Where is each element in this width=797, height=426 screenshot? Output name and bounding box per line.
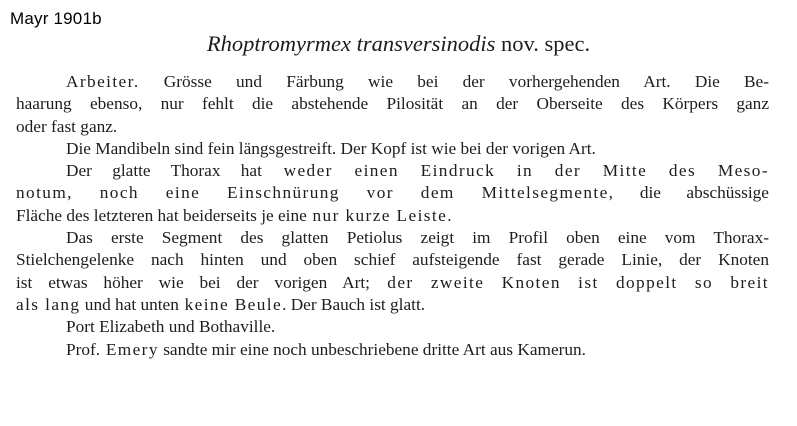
text-line: Die Mandibeln sind fein längsgestreift. Der Kopf ist wie bei der vorigen Art. bbox=[66, 138, 596, 158]
text-line: Der glatte Thorax hat weder einen Eindruck in der Mitte des Meso- bbox=[66, 161, 769, 181]
source-label: Mayr 1901b bbox=[10, 9, 102, 28]
text-line: haarung ebenso, nur fehlt die abstehende Pilosität an der Oberseite des Körpers ganz bbox=[16, 94, 769, 114]
text-line: ist etwas höher wie bei der vorigen Art; der zweite Knoten ist doppelt so breit bbox=[16, 272, 769, 292]
text-line: notum, noch eine Einschnürung vor dem Mittelsegmente, die abschüssige bbox=[16, 183, 769, 203]
text-line: Prof. Emery sandte mir eine noch unbeschriebene dritte Art aus Kamerun. bbox=[66, 339, 586, 359]
species-title bbox=[0, 31, 797, 57]
taxon-name: Rhoptromyrmex transversinodis bbox=[206, 31, 496, 56]
text-line: Port Elizabeth und Bothaville. bbox=[66, 317, 276, 337]
text-line: Arbeiter. Grösse und Färbung wie bei der vorhergehenden Art. Die Be- bbox=[66, 72, 769, 91]
text-line: Fläche des letzteren hat beiderseits je eine nur kurze Leiste. bbox=[16, 205, 452, 225]
text-line: oder fast ganz. bbox=[16, 116, 118, 136]
text-line: als lang und hat unten keine Beule. Der Bauch ist glatt. bbox=[16, 294, 426, 314]
taxon-status: nov. spec. bbox=[500, 31, 591, 56]
text-line: Das erste Segment des glatten Petiolus zeigt im Profil oben eine vom Thorax- bbox=[66, 228, 769, 248]
text-line: Stielchengelenke nach hinten und oben schief aufsteigende fast gerade Linie, der Knoten bbox=[16, 250, 769, 270]
description-body bbox=[16, 71, 769, 361]
